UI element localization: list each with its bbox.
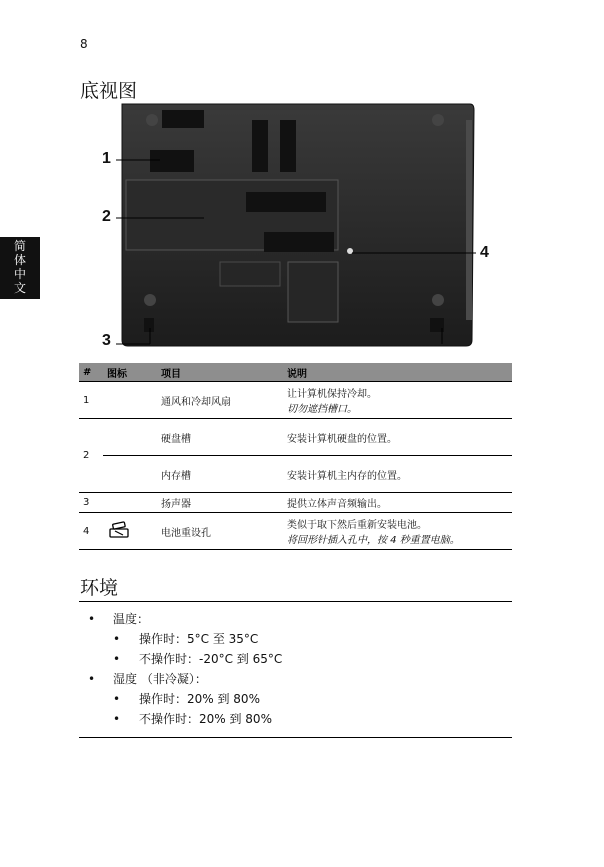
list-item <box>88 709 282 729</box>
desc-text: 类似于取下然后重新安装电池。 <box>287 520 427 531</box>
callout-4: 4 <box>480 244 489 261</box>
table-row <box>79 513 512 550</box>
list-item <box>88 649 282 669</box>
list-item <box>88 629 282 649</box>
page-number: 8 <box>80 37 88 51</box>
section-title-bottom-view: 底视图 <box>80 80 138 102</box>
header-num: # <box>79 363 103 382</box>
bullet: • <box>113 632 121 646</box>
components-table <box>79 363 512 550</box>
side-tab-char: 文 <box>13 281 26 295</box>
row-item: 内存槽 <box>157 456 283 493</box>
table-row <box>79 493 512 513</box>
row-icon <box>103 419 157 456</box>
row-num: 1 <box>79 382 103 419</box>
callout-2: 2 <box>102 208 111 225</box>
hum-operating: 操作时：20% 到 80% <box>139 692 260 706</box>
table-row <box>79 456 512 493</box>
temp-operating: 操作时：5°C 至 35°C <box>139 632 259 646</box>
table-header-row <box>79 363 512 382</box>
divider <box>79 601 512 602</box>
list-item <box>88 689 282 709</box>
row-icon <box>103 493 157 513</box>
callout-3: 3 <box>102 332 111 349</box>
desc-text: 让计算机保持冷却。 <box>287 389 377 400</box>
row-desc: 安装计算机主内存的位置。 <box>283 456 512 493</box>
row-icon <box>103 456 157 493</box>
row-desc <box>283 513 512 550</box>
callout-1: 1 <box>102 150 111 167</box>
header-item: 项目 <box>157 363 283 382</box>
laptop-bottom-illustration <box>100 100 500 352</box>
hum-non-operating: 不操作时：20% 到 80% <box>139 712 272 726</box>
list-item <box>88 609 282 629</box>
temperature-label: 温度： <box>113 612 150 626</box>
row-num: 2 <box>79 419 103 493</box>
bullet: • <box>113 692 121 706</box>
row-num: 3 <box>79 493 103 513</box>
row-desc: 安装计算机硬盘的位置。 <box>283 419 512 456</box>
header-icon: 图标 <box>103 363 157 382</box>
list-item <box>88 669 282 689</box>
bullet: • <box>88 672 96 686</box>
divider <box>79 737 512 738</box>
battery-reset-icon <box>107 521 131 539</box>
temp-non-operating: 不操作时：-20°C 到 65°C <box>139 652 283 666</box>
table-row <box>79 419 512 456</box>
row-item: 电池重设孔 <box>157 513 283 550</box>
bullet: • <box>88 612 96 626</box>
humidity-label: 湿度 （非冷凝）： <box>113 672 207 686</box>
side-tab-char: 简 <box>13 239 26 253</box>
bullet: • <box>113 712 121 726</box>
environment-list <box>88 609 282 729</box>
desc-note: 切勿遮挡槽口。 <box>287 404 357 415</box>
bullet: • <box>113 652 121 666</box>
row-icon <box>103 513 157 550</box>
row-desc: 提供立体声音频输出。 <box>283 493 512 513</box>
row-icon <box>103 382 157 419</box>
section-title-environment: 环境 <box>80 577 119 599</box>
language-side-tab <box>0 237 40 299</box>
row-item: 硬盘槽 <box>157 419 283 456</box>
side-tab-char: 体 <box>13 253 26 267</box>
row-num: 4 <box>79 513 103 550</box>
row-desc <box>283 382 512 419</box>
header-description: 说明 <box>283 363 512 382</box>
laptop-bottom-image <box>100 100 500 352</box>
table-row <box>79 382 512 419</box>
row-item: 通风和冷却风扇 <box>157 382 283 419</box>
side-tab-char: 中 <box>13 267 26 281</box>
desc-note: 将回形针插入孔中，按 4 秒重置电脑。 <box>287 535 460 546</box>
row-item: 扬声器 <box>157 493 283 513</box>
